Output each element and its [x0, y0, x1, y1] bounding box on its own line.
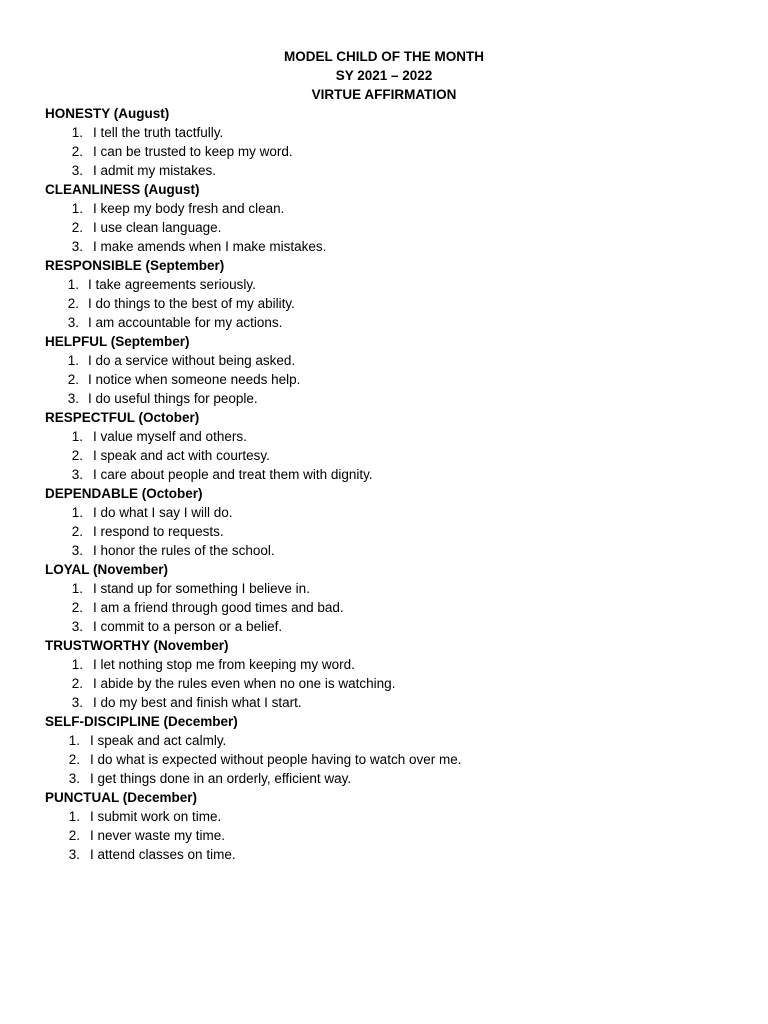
item-number: 3.	[68, 771, 80, 786]
affirmation-text: I do what I say I will do.	[93, 505, 233, 520]
affirmation-item	[45, 750, 745, 769]
affirmation-text: I stand up for something I believe in.	[93, 581, 310, 596]
item-number: 2.	[68, 752, 80, 767]
school-year: SY 2021 – 2022	[335, 68, 433, 83]
affirmation-text: I value myself and others.	[93, 429, 247, 444]
item-number: 3.	[71, 543, 83, 558]
affirmation-item	[45, 161, 745, 180]
affirmation-text: I let nothing stop me from keeping my word.	[93, 657, 355, 672]
item-number: 1.	[67, 277, 79, 292]
item-number: 3.	[71, 619, 83, 634]
virtue-section-responsible	[45, 256, 745, 332]
virtue-heading: SELF-DISCIPLINE (December)	[45, 714, 238, 729]
document-title-block	[0, 47, 768, 104]
virtue-section-honesty	[45, 104, 745, 180]
item-number: 2.	[67, 372, 79, 387]
item-number: 3.	[67, 391, 79, 406]
affirmation-text: I do a service without being asked.	[88, 353, 296, 368]
affirmation-item	[45, 617, 745, 636]
virtue-section-helpful	[45, 332, 745, 408]
affirmation-text: I am a friend through good times and bad.	[93, 600, 344, 615]
document-title: MODEL CHILD OF THE MONTH	[284, 49, 484, 64]
document-subtitle: VIRTUE AFFIRMATION	[311, 87, 457, 102]
affirmation-text: I respond to requests.	[93, 524, 224, 539]
affirmation-item	[45, 674, 745, 693]
item-number: 2.	[71, 600, 83, 615]
affirmation-item	[45, 237, 745, 256]
affirmation-text: I admit my mistakes.	[93, 163, 217, 178]
affirmation-text: I take agreements seriously.	[88, 277, 256, 292]
affirmation-item	[45, 807, 745, 826]
affirmation-text: I tell the truth tactfully.	[93, 125, 224, 140]
affirmation-item	[45, 370, 745, 389]
item-number: 2.	[71, 448, 83, 463]
item-number: 1.	[71, 581, 83, 596]
affirmation-text: I make amends when I make mistakes.	[93, 239, 327, 254]
affirmation-item	[45, 522, 745, 541]
affirmation-item	[45, 199, 745, 218]
item-number: 1.	[71, 125, 83, 140]
item-number: 3.	[67, 315, 79, 330]
affirmation-item	[45, 769, 745, 788]
virtue-section-cleanliness	[45, 180, 745, 256]
item-number: 1.	[71, 429, 83, 444]
virtue-heading: TRUSTWORTHY (November)	[45, 638, 229, 653]
item-number: 2.	[71, 220, 83, 235]
virtue-heading: PUNCTUAL (December)	[45, 790, 198, 805]
affirmation-text: I commit to a person or a belief.	[93, 619, 283, 634]
item-number: 1.	[67, 353, 79, 368]
affirmation-text: I submit work on time.	[90, 809, 222, 824]
item-number: 2.	[71, 676, 83, 691]
virtue-section-punctual	[45, 788, 745, 864]
virtue-heading: LOYAL (November)	[45, 562, 169, 577]
affirmation-item	[45, 294, 745, 313]
item-number: 3.	[71, 467, 83, 482]
affirmation-item	[45, 579, 745, 598]
affirmation-item	[45, 655, 745, 674]
affirmation-text: I do what is expected without people having to watch over me.	[90, 752, 462, 767]
affirmation-item	[45, 693, 745, 712]
virtue-heading: DEPENDABLE (October)	[45, 486, 203, 501]
affirmation-text: I speak and act with courtesy.	[93, 448, 270, 463]
item-number: 3.	[71, 239, 83, 254]
virtue-list	[45, 104, 745, 864]
affirmation-text: I honor the rules of the school.	[93, 543, 275, 558]
affirmation-text: I never waste my time.	[90, 828, 226, 843]
affirmation-text: I keep my body fresh and clean.	[93, 201, 285, 216]
item-number: 2.	[67, 296, 79, 311]
affirmation-text: I do my best and finish what I start.	[93, 695, 302, 710]
item-number: 2.	[71, 524, 83, 539]
item-number: 2.	[71, 144, 83, 159]
virtue-section-respectful	[45, 408, 745, 484]
affirmation-item	[45, 503, 745, 522]
affirmation-item	[45, 389, 745, 408]
item-number: 3.	[71, 163, 83, 178]
virtue-heading: RESPONSIBLE (September)	[45, 258, 225, 273]
affirmation-text: I am accountable for my actions.	[88, 315, 283, 330]
affirmation-text: I attend classes on time.	[90, 847, 236, 862]
affirmation-text: I notice when someone needs help.	[88, 372, 301, 387]
virtue-section-trustworthy	[45, 636, 745, 712]
affirmation-item	[45, 465, 745, 484]
affirmation-text: I do useful things for people.	[88, 391, 258, 406]
affirmation-item	[45, 598, 745, 617]
affirmation-text: I care about people and treat them with dignity.	[93, 467, 373, 482]
item-number: 2.	[68, 828, 80, 843]
item-number: 1.	[71, 201, 83, 216]
affirmation-item	[45, 142, 745, 161]
affirmation-item	[45, 313, 745, 332]
affirmation-text: I speak and act calmly.	[90, 733, 227, 748]
virtue-heading: CLEANLINESS (August)	[45, 182, 200, 197]
item-number: 1.	[68, 809, 80, 824]
affirmation-text: I use clean language.	[93, 220, 222, 235]
virtue-section-dependable	[45, 484, 745, 560]
virtue-heading: RESPECTFUL (October)	[45, 410, 200, 425]
item-number: 1.	[71, 657, 83, 672]
item-number: 3.	[71, 695, 83, 710]
affirmation-item	[45, 541, 745, 560]
virtue-heading: HELPFUL (September)	[45, 334, 190, 349]
virtue-section-self-discipline	[45, 712, 745, 788]
affirmation-item	[45, 446, 745, 465]
affirmation-text: I get things done in an orderly, efficient way.	[90, 771, 352, 786]
virtue-heading: HONESTY (August)	[45, 106, 170, 121]
affirmation-item	[45, 427, 745, 446]
affirmation-item	[45, 218, 745, 237]
affirmation-item	[45, 826, 745, 845]
affirmation-text: I can be trusted to keep my word.	[93, 144, 293, 159]
affirmation-text: I abide by the rules even when no one is watching.	[93, 676, 396, 691]
affirmation-item	[45, 845, 745, 864]
affirmation-item	[45, 123, 745, 142]
virtue-section-loyal	[45, 560, 745, 636]
affirmation-item	[45, 351, 745, 370]
affirmation-item	[45, 731, 745, 750]
affirmation-item	[45, 275, 745, 294]
item-number: 1.	[68, 733, 80, 748]
affirmation-text: I do things to the best of my ability.	[88, 296, 295, 311]
item-number: 3.	[68, 847, 80, 862]
item-number: 1.	[71, 505, 83, 520]
